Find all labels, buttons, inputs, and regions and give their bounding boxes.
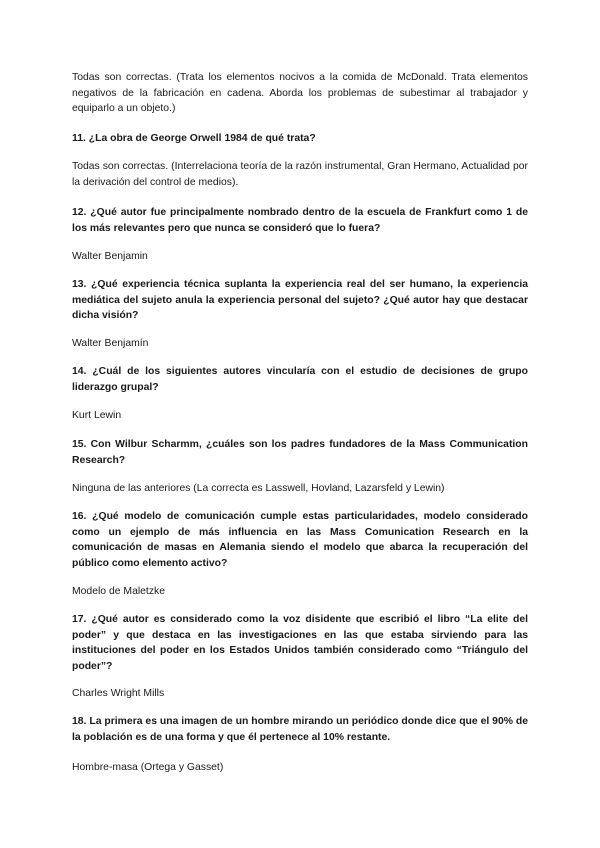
question-11: 11. ¿La obra de George Orwell 1984 de qué trata? bbox=[72, 133, 316, 144]
answer-13: Walter Benjamín bbox=[72, 338, 149, 349]
answer-15: Ninguna de las anteriores (La correcta es Lasswell, Hovland, Lazarsfeld y Lewin) bbox=[72, 483, 445, 494]
question-17: 17. ¿Qué autor es considerado como la voz disidente que escribió el libro “La elite del poder” y que destaca en las investigaciones en las que estaba sirviendo para las instituciones del poder en los Estados Unidos también considerado como “Triángulo del poder”? bbox=[72, 614, 528, 672]
question-16: 16. ¿Qué modelo de comunicación cumple estas particularidades, modelo considerado como un ejemplo de más influencia en las Mass Comunication Research en la comunicación de masas en Alemania siendo el modelo que abarca la recuperación del público como elemento activo? bbox=[72, 511, 528, 569]
question-18: 18. La primera es una imagen de un hombre mirando un periódico donde dice que el 90% de la población es de una forma y que él pertenece al 10% restante. bbox=[72, 716, 528, 743]
answer-14: Kurt Lewin bbox=[72, 410, 122, 421]
answer-10: Todas son correctas. (Trata los elementos nocivos a la comida de McDonald. Trata elementos negativos de la fabricación en cadena. Aborda los problemas de subestimar al trabajador y equiparlo a un objeto.) bbox=[72, 72, 528, 114]
answer-12: Walter Benjamin bbox=[72, 251, 148, 262]
answer-11: Todas son correctas. (Interrelaciona teoría de la razón instrumental, Gran Hermano, Actualidad por la derivación del control de medios). bbox=[72, 161, 528, 188]
answer-18: Hombre-masa (Ortega y Gasset) bbox=[72, 762, 224, 773]
answer-17: Charles Wright Mills bbox=[72, 688, 165, 699]
answer-16: Modelo de Maletzke bbox=[72, 586, 165, 597]
question-13: 13. ¿Qué experiencia técnica suplanta la experiencia real del ser humano, la experiencia mediática del sujeto anula la experiencia personal del sujeto? ¿Qué autor hay que destacar dicha visión? bbox=[72, 279, 528, 321]
question-14: 14. ¿Cuál de los siguientes autores vincularía con el estudio de decisiones de grupo liderazgo grupal? bbox=[72, 366, 528, 393]
question-15: 15. Con Wilbur Scharmm, ¿cuáles son los padres fundadores de la Mass Communication Research? bbox=[72, 439, 528, 466]
question-12: 12. ¿Qué autor fue principalmente nombrado dentro de la escuela de Frankfurt como 1 de los más relevantes pero que nunca se consideró que lo fuera? bbox=[72, 207, 528, 234]
